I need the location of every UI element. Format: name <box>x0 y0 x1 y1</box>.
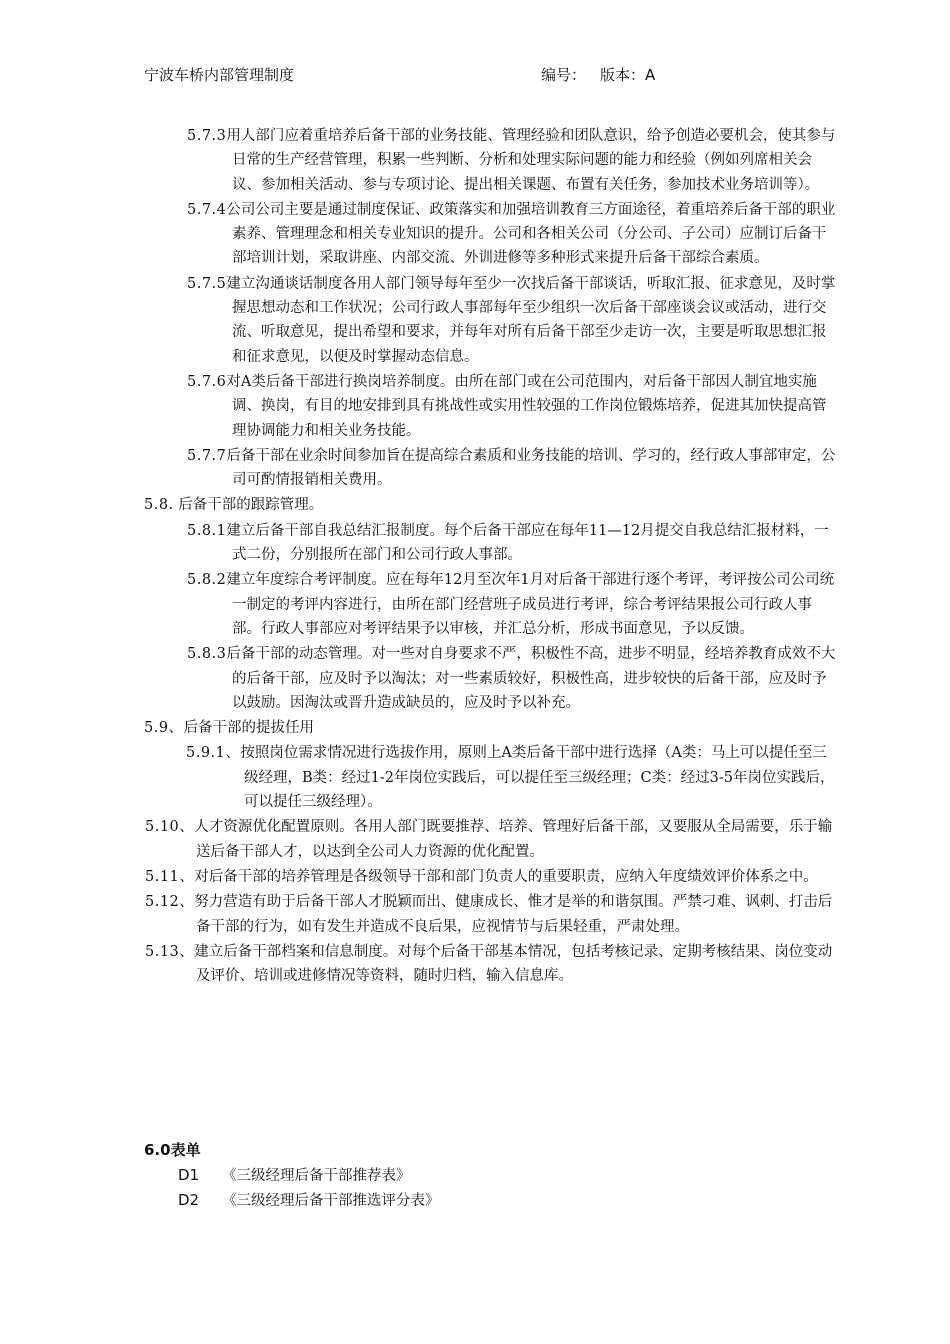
clause-number: 5.9、 <box>144 720 184 737</box>
clause-text: 努力营造有助于后备干部人才脱颖而出、健康成长、惟才是举的和谐氛围。严禁刁难、讽刺、打击后备干部的行为，如有发生并造成不良后果，应视情节与后果轻重，严肃处理。 <box>194 894 833 935</box>
clause-5-7-7 <box>0 444 950 493</box>
clause-number: 5.7.6 <box>187 373 227 390</box>
clause-text: 用人部门应着重培养后备干部的业务技能、管理经验和团队意识，给予创造必要机会，使其参与日常的生产经营管理，积累一些判断、分析和处理实际问题的能力和经验（例如列席相关会议、参加相关活动、参与专项讨论、提出相关课题、布置有关任务，参加技术业务培训等）。 <box>226 128 836 193</box>
header-meta <box>541 64 669 85</box>
clause-text: 后备干部的提拔任用 <box>183 720 315 737</box>
clause-number: 5.13、 <box>145 943 195 960</box>
clause-text: 对后备干部的培养管理是各级领导干部和部门负责人的重要职责，应纳入年度绩效评价体系之中。 <box>194 868 818 885</box>
header-title: 宁波车桥内部管理制度 <box>144 66 295 84</box>
forms-title: 6.0表单 <box>144 1141 201 1159</box>
forms-section <box>144 1138 440 1213</box>
page-header <box>144 64 830 90</box>
clause-text: 对A类后备干部进行换岗培养制度。由所在部门或在公司范围内，对后备干部因人制宜地实施调、换岗，有目的地安排到具有挑战性或实用性较强的工作岗位锻炼培养，促进其加快提高管理协调能力和相关业务技能。 <box>226 373 827 439</box>
clause-5-7-4 <box>0 198 950 271</box>
clause-text: 后备干部在业余时间参加旨在提高综合素质和业务技能的培训、学习的，经行政人事部审定，公司可酌情报销相关费用。 <box>226 447 836 489</box>
section-5-11 <box>0 865 950 889</box>
clause-number: 5.12、 <box>145 894 195 911</box>
clause-number: 5.8.3 <box>187 646 227 663</box>
clause-5-7-6 <box>0 370 950 443</box>
section-5-8 <box>0 493 950 517</box>
clause-text: 建立后备干部自我总结汇报制度。每个后备干部应在每年11—12月提交自我总结汇报材料，一式二份，分别报所在部门和公司行政人事部。 <box>226 522 829 564</box>
clause-number: 5.8. <box>144 497 174 514</box>
clause-number: 5.7.7 <box>187 447 227 464</box>
clause-5-8-3 <box>0 642 950 715</box>
clause-5-7-5 <box>0 272 950 369</box>
clause-text: 建立后备干部档案和信息制度。对每个后备干部基本情况，包括考核记录、定期考核结果、岗位变动及评价、培训或进修情况等资料，随时归档，输入信息库。 <box>194 943 833 985</box>
clause-5-7-3 <box>0 124 950 197</box>
body-content <box>0 124 950 989</box>
clause-5-9-1 <box>0 741 950 814</box>
form-item <box>144 1163 440 1188</box>
section-5-10 <box>0 815 950 864</box>
clause-text: 人才资源优化配置原则。各用人部门既要推荐、培养、管理好后备干部，又要服从全局需要，乐于输送后备干部人才，以达到全公司人力资源的优化配置。 <box>194 819 833 860</box>
clause-text: 后备干部的动态管理。对一些对自身要求不严，积极性不高，进步不明显，经培养教育成效不大的后备干部，应及时予以淘汰；对一些素质较好，积极性高，进步较快的后备干部，应及时予以鼓励。因淘汰或晋升造成缺员的，应及时予以补充。 <box>226 646 836 711</box>
clause-text: 公司公司主要是通过制度保证、政策落实和加强培训教育三方面途径，着重培养后备干部的职业素养、管理理念和相关专业知识的提升。公司和各相关公司（分公司、子公司）应制订后备干部培训计划，采取讲座、内部交流、外训进修等多种形式来提升后备干部综合素质。 <box>226 201 836 267</box>
clause-number: 5.9.1、 <box>186 745 241 762</box>
clause-number: 5.8.1 <box>187 522 227 539</box>
form-item <box>144 1188 440 1213</box>
clause-text: 按照岗位需求情况进行选拔作用，原则上A类后备干部中进行选择（A类：马上可以提任至三级经理，B类：经过1-2年岗位实践后，可以提任至三级经理；C类：经过3-5年岗位实践后，可以提任三级经理）。 <box>240 745 835 811</box>
clause-text: 后备干部的跟踪管理。 <box>178 497 324 514</box>
clause-number: 5.7.3 <box>187 128 227 144</box>
clause-5-8-2 <box>0 568 950 641</box>
clause-number: 5.8.2 <box>187 572 227 589</box>
section-5-13 <box>0 940 950 989</box>
clause-number: 5.7.4 <box>187 201 227 218</box>
form-name: 《三级经理后备干部推荐表》 <box>222 1168 411 1184</box>
section-5-9 <box>0 716 950 740</box>
form-code: D2 <box>178 1191 200 1209</box>
clause-text: 建立年度综合考评制度。应在每年12月至次年1月对后备干部进行逐个考评，考评按公司公司统一制定的考评内容进行，由所在部门经营班子成员进行考评，综合考评结果报公司行政人事部。行政人事部应对考评结果予以审核，并汇总分析，形成书面意见，予以反馈。 <box>226 572 835 637</box>
clause-text: 建立沟通谈话制度各用人部门领导每年至少一次找后备干部谈话，听取汇报、征求意见，及时掌握思想动态和工作状况；公司行政人事部每年至少组织一次后备干部座谈会议或活动，进行交流、听取意见，提出希望和要求，并每年对所有后备干部至少走访一次，主要是听取思想汇报和征求意见，以便及时掌握动态信息。 <box>226 275 836 365</box>
form-code: D1 <box>178 1166 200 1184</box>
header-version-label: 版本：A <box>600 66 656 84</box>
form-name: 《三级经理后备干部推选评分表》 <box>222 1193 440 1209</box>
clause-number: 5.10、 <box>145 819 195 836</box>
section-5-12 <box>0 890 950 939</box>
clause-5-8-1 <box>0 519 950 568</box>
clause-number: 5.7.5 <box>187 275 227 292</box>
header-number-label: 编号： <box>541 66 587 84</box>
clause-number: 5.11、 <box>145 868 195 885</box>
